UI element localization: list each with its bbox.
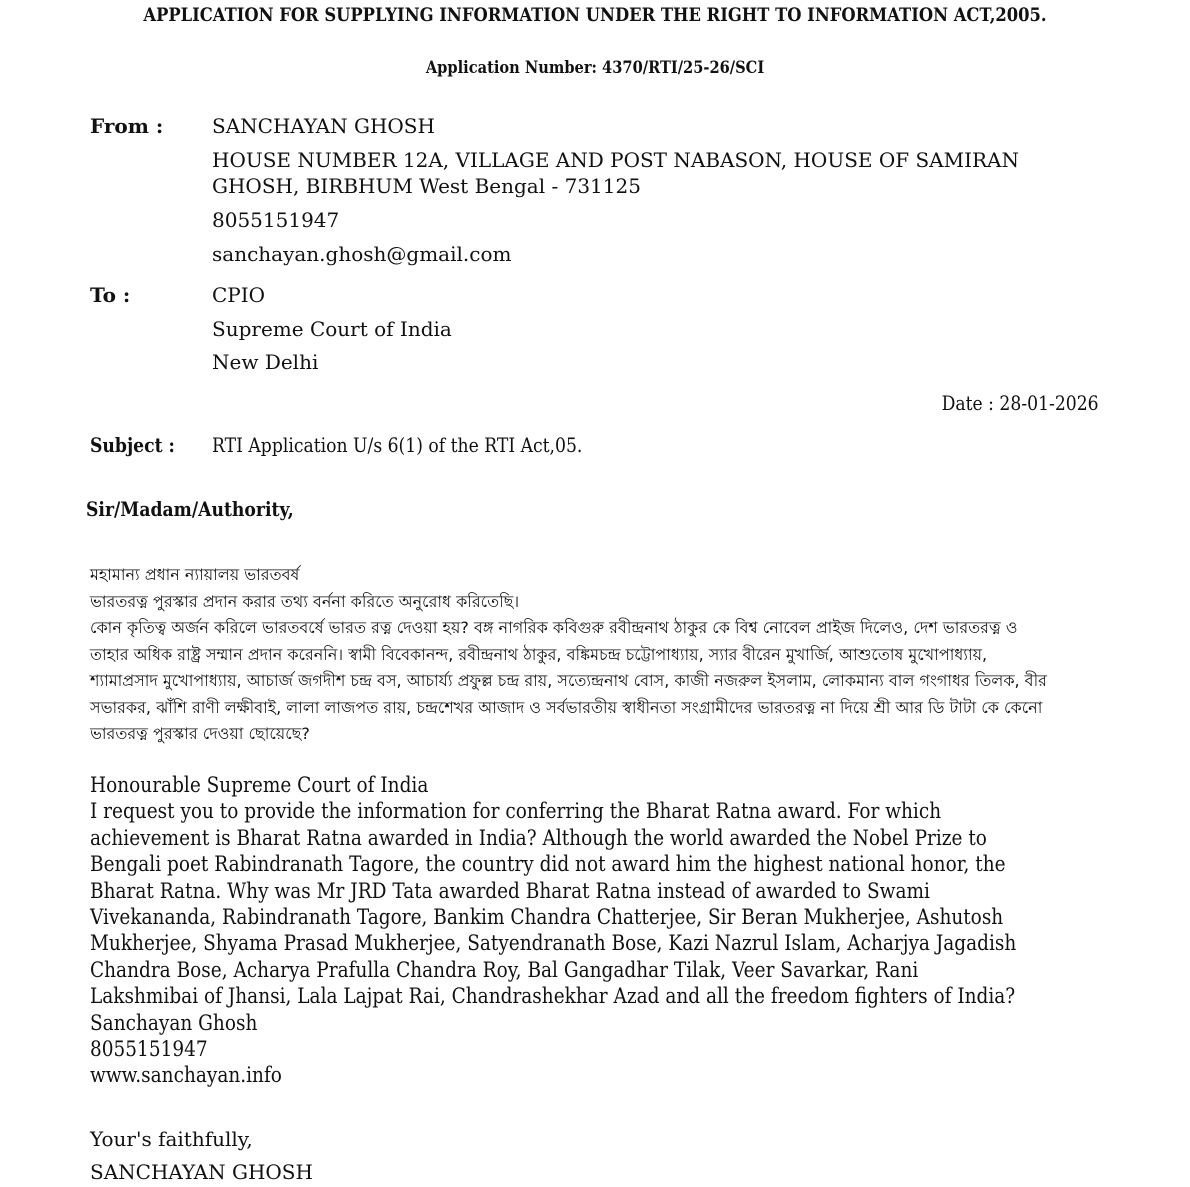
english-line: Lakshmibai of Jhansi, Lala Lajpat Rai, Chandrashekhar Azad and all the freedom fighters of India? bbox=[90, 984, 1016, 1010]
from-phone: 8055151947 bbox=[212, 208, 340, 232]
english-request-body bbox=[90, 773, 1070, 1090]
english-line: I request you to provide the information for conferring the Bharat Ratna award. For which bbox=[90, 799, 942, 825]
document-title: APPLICATION FOR SUPPLYING INFORMATION UNDER THE RIGHT TO INFORMATION ACT,2005. bbox=[143, 4, 1047, 26]
english-line: Mukherjee, Shyama Prasad Mukherjee, Satyendranath Bose, Kazi Nazrul Islam, Acharjya Jagadish bbox=[90, 931, 1017, 957]
from-address-line2: GHOSH, BIRBHUM West Bengal - 731125 bbox=[212, 174, 641, 198]
english-line: Vivekananda, Rabindranath Tagore, Bankim Chandra Chatterjee, Sir Beran Mukherjee, Ashutosh bbox=[90, 905, 1004, 931]
to-label: To : bbox=[90, 283, 131, 307]
english-signoff-website: www.sanchayan.info bbox=[90, 1063, 282, 1089]
to-line1: CPIO bbox=[212, 283, 266, 307]
application-number: Application Number: 4370/RTI/25-26/SCI bbox=[425, 58, 765, 78]
bengali-line: কোন কৃতিত্ব অর্জন করিলে ভারতবর্ষে ভারত রত্ন দেওয়া হয়? বঙ্গ নাগরিক কবিগুরু রবীন্দ্রনাথ ঠাকুর কে বিশ্ব নোবেল প্রাইজ দিলেও, দেশ ভারতরত্ন ও bbox=[90, 618, 1018, 637]
from-email: sanchayan.ghosh@gmail.com bbox=[212, 242, 512, 266]
english-line: Honourable Supreme Court of India bbox=[90, 773, 429, 798]
bengali-line: মহামান্য প্রধান ন্যায়ালয় ভারতবর্ষ bbox=[90, 565, 300, 584]
english-signoff-phone: 8055151947 bbox=[90, 1037, 208, 1063]
english-line: achievement is Bharat Ratna awarded in India? Although the world awarded the Nobel Prize to bbox=[90, 825, 987, 851]
signature-name: SANCHAYAN GHOSH bbox=[90, 1160, 313, 1184]
english-line: Bengali poet Rabindranath Tagore, the country did not award him the highest national honor, the bbox=[90, 852, 1006, 878]
subject-label: Subject : bbox=[90, 433, 175, 457]
english-line: Bharat Ratna. Why was Mr JRD Tata awarded Bharat Ratna instead of awarded to Swami bbox=[90, 878, 930, 904]
english-signoff-name: Sanchayan Ghosh bbox=[90, 1010, 258, 1036]
bengali-line: ভারতরত্ন পুরস্কার প্রদান করার তথ্য বর্ননা করিতে অনুরোধ করিতেছি। bbox=[90, 591, 520, 611]
from-label: From : bbox=[90, 114, 164, 138]
to-line2: Supreme Court of India bbox=[212, 317, 452, 341]
bengali-request-body bbox=[90, 562, 1110, 748]
valediction: Your's faithfully, bbox=[90, 1127, 253, 1151]
from-name: SANCHAYAN GHOSH bbox=[212, 114, 435, 138]
bengali-line: শ্যামাপ্রসাদ মুখোপাধ্যায়, আচার্জ জগদীশ চন্দ্র বস, আচার্য্য প্রফুল্ল চন্দ্র রায়, সত্যেন্দ্রনাথ বোস, কাজী নজরুল ইসলাম, লোকমান্য বাল গংগাধর তিলক, বীর bbox=[90, 671, 1047, 690]
from-address-line1: HOUSE NUMBER 12A, VILLAGE AND POST NABASON, HOUSE OF SAMIRAN bbox=[212, 148, 1020, 172]
to-line3: New Delhi bbox=[212, 350, 319, 374]
bengali-line: তাহার অধিক রাষ্ট্র সম্মান প্রদান করেননি। স্বামী বিবেকানন্দ, রবীন্দ্রনাথ ঠাকুর, বঙ্কিমচন্দ্র চট্টোপাধ্যায়, স্যার বীরেন মুখার্জি, আশুতোষ মুখোপাধ্যায়, bbox=[90, 644, 988, 664]
date: Date : 28-01-2026 bbox=[941, 391, 1099, 415]
subject-text: RTI Application U/s 6(1) of the RTI Act,05. bbox=[212, 433, 583, 457]
english-line: Chandra Bose, Acharya Prafulla Chandra Roy, Bal Gangadhar Tilak, Veer Savarkar, Rani bbox=[90, 957, 919, 983]
salutation: Sir/Madam/Authority, bbox=[86, 497, 294, 521]
bengali-line: সভারকর, ঝাঁশি রাণী লক্ষীবাই, লালা লাজপত রায়, চন্দ্রশেখর আজাদ ও সর্বভারতীয় স্বাধীনতা সংগ্রামীদের ভারতরত্ন না দিয়ে শ্রী আর ডি টাটা কে কেনো bbox=[90, 697, 1043, 717]
bengali-line: ভারতরত্ন পুরস্কার দেওয়া ছোয়েছে? bbox=[90, 724, 310, 743]
